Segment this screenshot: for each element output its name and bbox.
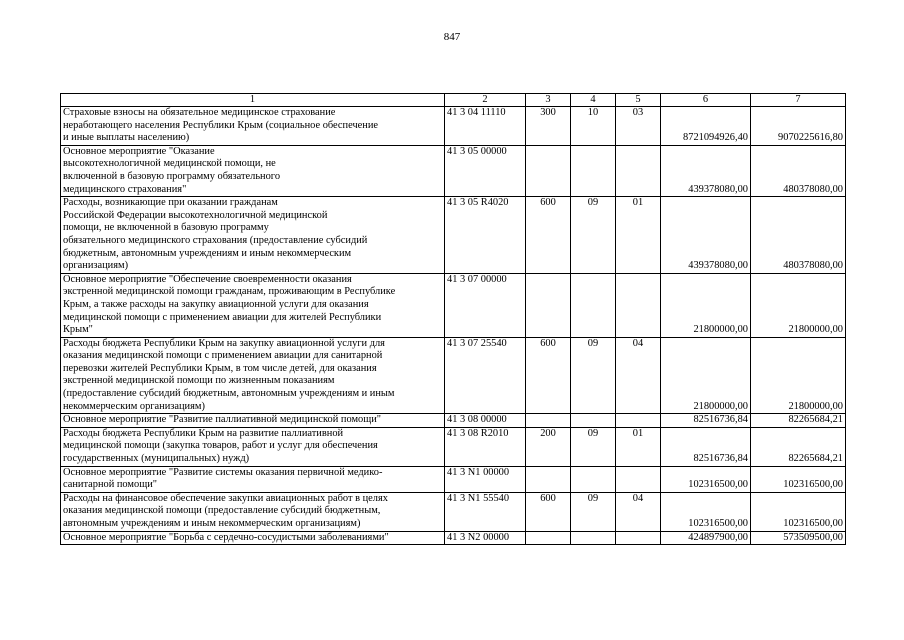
section <box>571 145 616 196</box>
subsection <box>616 145 661 196</box>
subsection: 01 <box>616 427 661 466</box>
item-name: Страховые взносы на обязательное медицинское страхование неработающего населения Республики Крым (социальное обеспечение и иные выплаты населению) <box>61 107 445 146</box>
section <box>571 466 616 492</box>
section <box>571 414 616 428</box>
table-row <box>61 427 846 466</box>
amount-year-2: 9070225616,80 <box>751 107 846 146</box>
expense-type: 200 <box>526 427 571 466</box>
page-number: 847 <box>443 31 461 43</box>
expense-type <box>526 273 571 337</box>
amount-year-1: 82516736,84 <box>661 414 751 428</box>
subsection: 03 <box>616 107 661 146</box>
subsection <box>616 466 661 492</box>
amount-year-2: 82265684,21 <box>751 427 846 466</box>
amount-year-1: 102316500,00 <box>661 492 751 531</box>
table-header <box>61 94 846 107</box>
item-name: Расходы на финансовое обеспечение закупки авиационных работ в целях оказания медицинской помощи (предоставление субсидий бюджетным, автономным учреждениям и иным некоммерческим организациям) <box>61 492 445 531</box>
section: 10 <box>571 107 616 146</box>
budget-code: 41 3 04 11110 <box>445 107 526 146</box>
expense-type <box>526 145 571 196</box>
table-row <box>61 273 846 337</box>
item-name: Основное мероприятие "Борьба с сердечно-сосудистыми заболеваниями" <box>61 531 445 545</box>
expense-type: 600 <box>526 492 571 531</box>
subsection: 01 <box>616 197 661 274</box>
item-name: Основное мероприятие "Развитие системы оказания первичной медико- санитарной помощи" <box>61 466 445 492</box>
amount-year-1: 439378080,00 <box>661 197 751 274</box>
expense-type: 600 <box>526 197 571 274</box>
amount-year-1: 21800000,00 <box>661 337 751 414</box>
amount-year-1: 424897900,00 <box>661 531 751 545</box>
amount-year-1: 82516736,84 <box>661 427 751 466</box>
table-row <box>61 337 846 414</box>
budget-code: 41 3 N1 00000 <box>445 466 526 492</box>
amount-year-2: 573509500,00 <box>751 531 846 545</box>
expense-type <box>526 414 571 428</box>
amount-year-2: 21800000,00 <box>751 337 846 414</box>
subsection <box>616 414 661 428</box>
budget-code: 41 3 08 00000 <box>445 414 526 428</box>
amount-year-1: 8721094926,40 <box>661 107 751 146</box>
subsection <box>616 531 661 545</box>
item-name: Основное мероприятие "Оказание высокотехнологичной медицинской помощи, не включенной в базовую программу обязательного медицинского страхования" <box>61 145 445 196</box>
section: 09 <box>571 337 616 414</box>
amount-year-2: 102316500,00 <box>751 466 846 492</box>
amount-year-2: 480378080,00 <box>751 145 846 196</box>
expense-type <box>526 466 571 492</box>
budget-table <box>60 93 846 545</box>
budget-code: 41 3 05 R4020 <box>445 197 526 274</box>
table-row <box>61 197 846 274</box>
amount-year-2: 480378080,00 <box>751 197 846 274</box>
section: 09 <box>571 427 616 466</box>
section <box>571 273 616 337</box>
expense-type: 300 <box>526 107 571 146</box>
subsection: 04 <box>616 337 661 414</box>
table-row <box>61 492 846 531</box>
table-row <box>61 107 846 146</box>
budget-code: 41 3 05 00000 <box>445 145 526 196</box>
item-name: Расходы бюджета Республики Крым на закупку авиационной услуги для оказания медицинской помощи с применением авиации для санитарной перевозки жителей Республики Крым, в том числе детей, для оказания экстренной медицинской помощи по жизненным показаниям (предоставление субсидий бюджетным, автономным учреждениям и иным некоммерческим организациям) <box>61 337 445 414</box>
budget-code: 41 3 N2 00000 <box>445 531 526 545</box>
section: 09 <box>571 197 616 274</box>
table-body <box>61 107 846 545</box>
table-row <box>61 145 846 196</box>
budget-code: 41 3 07 00000 <box>445 273 526 337</box>
column-header-6: 6 <box>661 94 751 107</box>
table-row <box>61 414 846 428</box>
amount-year-1: 102316500,00 <box>661 466 751 492</box>
subsection <box>616 273 661 337</box>
item-name: Основное мероприятие "Обеспечение своевременности оказания экстренной медицинской помощи гражданам, проживающим в Республике Крым, а также расходы на закупку авиационной услуги для оказания медицинской помощи с применением авиации для жителей Республики Крым" <box>61 273 445 337</box>
amount-year-1: 21800000,00 <box>661 273 751 337</box>
header-row <box>61 94 846 107</box>
amount-year-2: 82265684,21 <box>751 414 846 428</box>
budget-code: 41 3 07 25540 <box>445 337 526 414</box>
amount-year-1: 439378080,00 <box>661 145 751 196</box>
amount-year-2: 102316500,00 <box>751 492 846 531</box>
section <box>571 531 616 545</box>
table-row <box>61 466 846 492</box>
amount-year-2: 21800000,00 <box>751 273 846 337</box>
expense-type <box>526 531 571 545</box>
section: 09 <box>571 492 616 531</box>
budget-code: 41 3 08 R2010 <box>445 427 526 466</box>
item-name: Расходы бюджета Республики Крым на развитие паллиативной медицинской помощи (закупка товаров, работ и услуг для обеспечения государственных (муниципальных) нужд) <box>61 427 445 466</box>
item-name: Основное мероприятие "Развитие паллиативной медицинской помощи" <box>61 414 445 428</box>
column-header-4: 4 <box>571 94 616 107</box>
table-row <box>61 531 846 545</box>
column-header-2: 2 <box>445 94 526 107</box>
column-header-7: 7 <box>751 94 846 107</box>
item-name: Расходы, возникающие при оказании гражданам Российской Федерации высокотехнологичной медицинской помощи, не включенной в базовую программу обязательного медицинского страхования (предоставление субсидий бюджетным, автономным учреждениям и иным некоммерческим организациям) <box>61 197 445 274</box>
column-header-3: 3 <box>526 94 571 107</box>
expense-type: 600 <box>526 337 571 414</box>
budget-code: 41 3 N1 55540 <box>445 492 526 531</box>
subsection: 04 <box>616 492 661 531</box>
column-header-1: 1 <box>61 94 445 107</box>
column-header-5: 5 <box>616 94 661 107</box>
